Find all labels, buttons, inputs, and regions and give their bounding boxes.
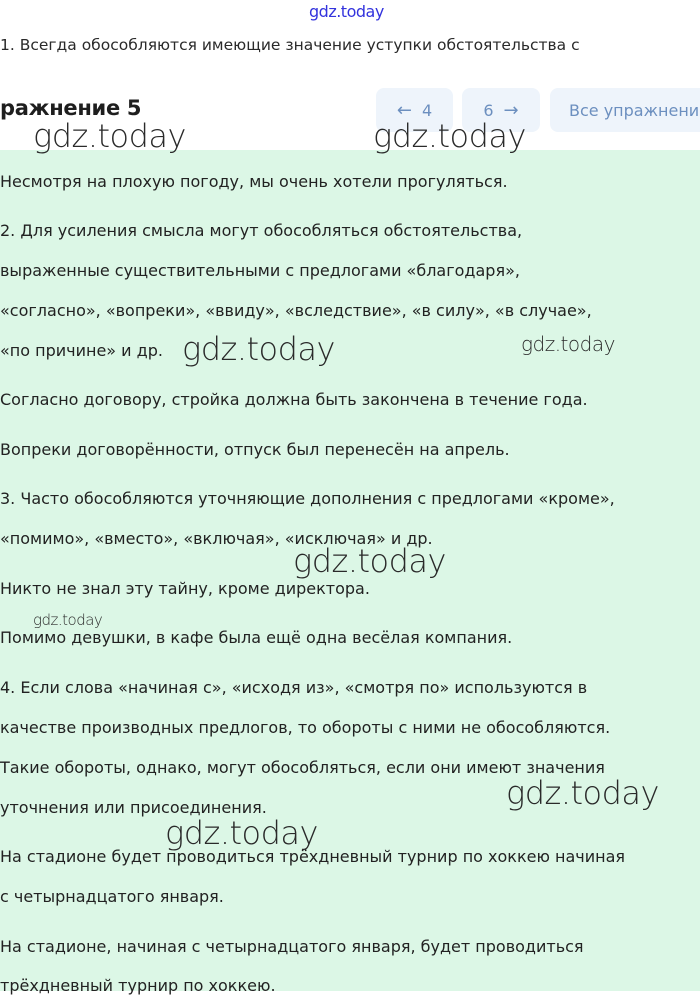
watermark: gdz.today [33,611,103,629]
site-watermark: gdz.today [309,2,384,21]
text-line: 4. Если слова «начиная с», «исходя из», «смотря по» используются в [0,678,588,697]
watermark: gdz.today [33,117,186,155]
prev-exercise-number: 4 [421,100,433,120]
text-line: выраженные существительными с предлогами «благодаря», [0,261,520,280]
text-line: Никто не знал эту тайну, кроме директора. [0,579,370,598]
text-line: «согласно», «вопреки», «ввиду», «вследствие», «в силу», «в случае», [0,301,592,320]
text-line: Такие обороты, однако, могут обособляться, если они имеют значения [0,758,605,777]
text-line: На стадионе, начиная с четырнадцатого января, будет проводиться [0,937,584,956]
text-line: Помимо девушки, в кафе была ещё одна весёлая компания. [0,628,513,647]
all-exercises-button[interactable] [550,88,700,132]
text-line: трёхдневный турнир по хоккею. [0,976,276,995]
watermark: gdz.today [182,330,335,368]
text-line: «помимо», «вместо», «включая», «исключая» и др. [0,529,433,548]
watermark: gdz.today [506,774,659,812]
watermark: gdz.today [373,117,526,155]
text-line: Согласно договору, стройка должна быть закончена в течение года. [0,390,588,409]
all-exercises-label: Все упражнени [569,100,700,120]
text-line: Несмотря на плохую погоду, мы очень хотели прогуляться. [0,172,508,191]
watermark: gdz.today [521,332,615,356]
watermark: gdz.today [165,814,318,852]
arrow-left-icon: ← [396,99,412,121]
text-line: 2. Для усиления смысла могут обособляться обстоятельства, [0,221,523,240]
watermark: gdz.today [293,542,446,580]
next-exercise-number: 6 [483,100,494,120]
text-line: «по причине» и др. [0,341,163,360]
text-line: качестве производных предлогов, то обороты с ними не обособляются. [0,718,611,737]
exercise-heading: ражнение 5 [0,96,142,120]
arrow-right-icon: → [503,99,519,121]
text-line: с четырнадцатого января. [0,887,224,906]
text-line: Вопреки договорённости, отпуск был перенесён на апрель. [0,440,510,459]
text-line: На стадионе будет проводиться трёхдневный турнир по хоккею начиная [0,847,626,866]
text-line: 3. Часто обособляются уточняющие дополнения с предлогами «кроме», [0,489,615,508]
text-line: уточнения или присоединения. [0,798,267,817]
rule-1-text: 1. Всегда обособляются имеющие значение уступки обстоятельства с [0,36,580,54]
